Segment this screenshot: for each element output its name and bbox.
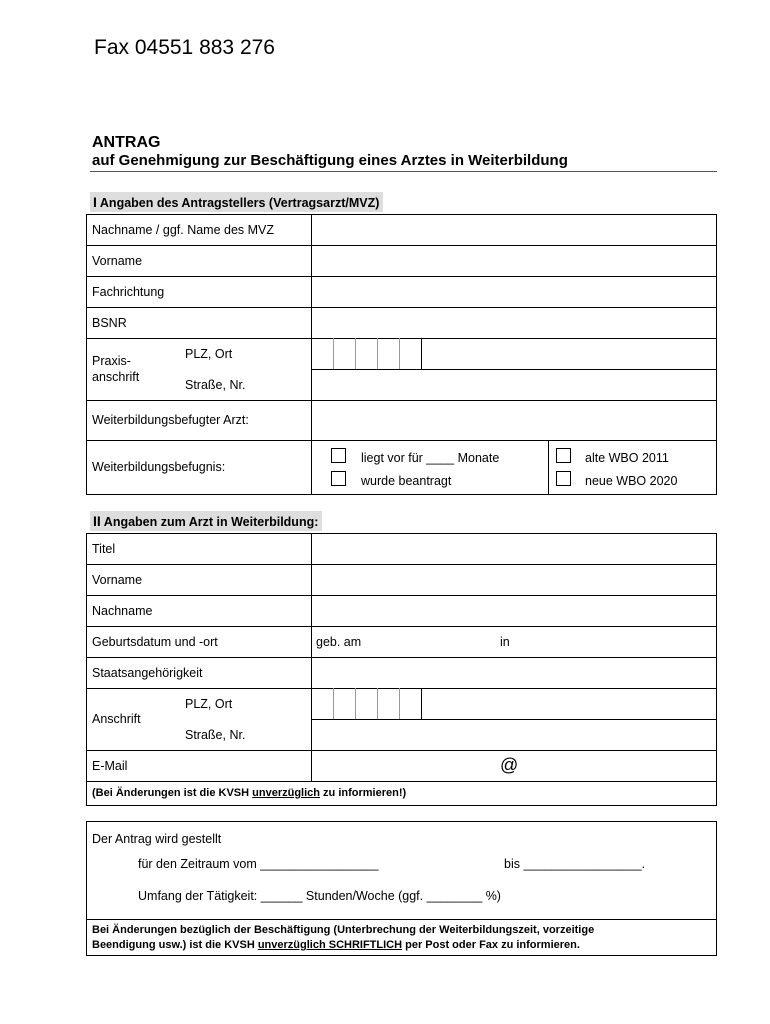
row-line [86,276,717,277]
label-anschrift: Anschrift [92,712,141,726]
plz-divider [421,338,422,369]
label-email: E-Mail [92,759,128,773]
label-fachrichtung: Fachrichtung [92,285,165,299]
option-alte-wbo: alte WBO 2011 [585,451,669,465]
antrag-intro: Der Antrag wird gestellt [92,832,222,846]
note-text: per Post oder Fax zu informieren. [402,939,580,951]
label-vorname: Vorname [92,573,143,587]
label-nachname: Nachname [92,604,153,618]
label-vorname: Vorname [92,254,143,268]
option-neue-wbo: neue WBO 2020 [585,474,678,488]
option-beantragt: wurde beantragt [361,474,452,488]
plz-digit-divider [333,338,334,369]
row-line [86,688,717,689]
plz-digit-divider [377,688,378,719]
checkbox-beantragt[interactable] [331,471,346,486]
table-divider [311,214,312,495]
note-emphasis: unverzüglich [252,787,320,799]
label-in: in [500,635,510,649]
checkbox-alte-wbo[interactable] [556,448,571,463]
plz-digit-divider [377,338,378,369]
form-title: ANTRAG [92,134,161,151]
note-text: Beendigung usw.) ist die KVSH [92,939,258,951]
checkbox-liegt-vor[interactable] [331,448,346,463]
label-geb-am: geb. am [316,635,362,649]
label-weiterbildungsbefugter-arzt: Weiterbildungsbefugter Arzt: [92,413,249,427]
row-line [86,307,717,308]
section-2-heading [90,511,322,531]
note-text: (Bei Änderungen ist die KVSH [92,787,253,799]
plz-digit-divider [399,688,400,719]
row-line [86,919,717,920]
row-line [86,657,717,658]
row-line [86,564,717,565]
plz-digit-divider [399,338,400,369]
checkbox-neue-wbo[interactable] [556,471,571,486]
at-sign: @ [500,755,519,775]
section-2-title: Angaben zum Arzt in Weiterbildung: [103,515,319,529]
label-titel: Titel [92,542,116,556]
section-1-title: Angaben des Antragstellers (Vertragsarzt/MVZ) [99,196,380,210]
note-text: zu informieren!) [319,787,407,799]
section-2-note [92,787,406,799]
label-praxis-2: anschrift [92,370,140,384]
section-3-note-line-1: Bei Änderungen bezüglich der Beschäftigung (Unterbrechung der Weiterbildungszeit, vorzeitige [92,924,595,936]
plz-divider [421,688,422,719]
row-line [86,781,717,782]
section-3-note-line-2 [92,939,580,951]
row-line [86,245,717,246]
zeitraum-field[interactable]: für den Zeitraum vom _________________ [138,857,379,871]
section-2-number: II [93,513,101,529]
row-line [86,626,717,627]
label-plz-ort: PLZ, Ort [185,697,233,711]
umfang-field[interactable]: Umfang der Tätigkeit: ______ Stunden/Woche (ggf. ________ %) [138,889,501,903]
plz-digit-divider [333,688,334,719]
row-line [86,750,717,751]
label-nachname-mvz: Nachname / ggf. Name des MVZ [92,223,275,237]
section-1-number: I [93,194,97,210]
label-praxis-1: Praxis- [92,354,131,368]
label-strasse: Straße, Nr. [185,378,246,392]
label-plz-ort: PLZ, Ort [185,347,233,361]
row-line [86,400,717,401]
label-weiterbildungsbefugnis: Weiterbildungsbefugnis: [92,460,226,474]
plz-digit-divider [355,338,356,369]
row-line [86,338,717,339]
label-geburtsdatum: Geburtsdatum und -ort [92,635,218,649]
option-divider [548,440,549,495]
title-rule [90,171,717,172]
form-subtitle: auf Genehmigung zur Beschäftigung eines Arztes in Weiterbildung [92,152,568,169]
row-line [86,595,717,596]
bis-field[interactable]: bis _________________. [504,857,646,871]
row-line [86,440,717,441]
option-liegt-vor: liegt vor für ____ Monate [361,451,500,465]
label-bsnr: BSNR [92,316,127,330]
fax-number: Fax 04551 883 276 [94,36,275,59]
row-line [311,369,717,370]
label-strasse: Straße, Nr. [185,728,246,742]
plz-digit-divider [355,688,356,719]
row-line [311,719,717,720]
section-1-heading [90,192,383,212]
note-emphasis: unverzüglich SCHRIFTLICH [257,939,403,951]
label-staatsangehoerigkeit: Staatsangehörigkeit [92,666,203,680]
